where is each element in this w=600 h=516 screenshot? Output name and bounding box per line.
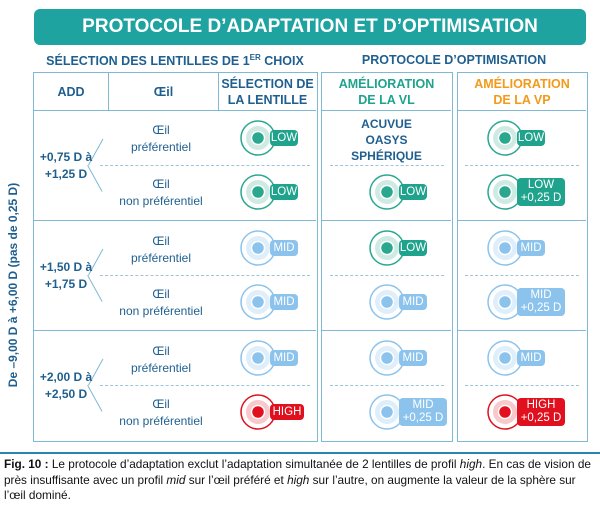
lens-profile-badge-mid xyxy=(517,288,565,316)
lens-profile-badge-high xyxy=(517,398,565,426)
lens-profile-badge-low: LOW xyxy=(270,184,298,200)
eye-label-non-preferred: Œil non préférentiel xyxy=(119,177,203,208)
page-title: PROTOCOLE D’ADAPTATION ET D’OPTIMISATION xyxy=(34,9,586,45)
figure-caption: Fig. 10 : Le protocole d’adaptation exclut l’adaptation simultanée de 2 lentilles de profil high. En cas de vision de près insuffisante avec un profil mid sur l’œil préféré et high sur l’autre, on augmente la valeur de la sphère sur l’œil dominé. xyxy=(4,457,591,502)
badge-power-label: +0,25 D xyxy=(520,192,562,204)
badge-profile-label: LOW xyxy=(527,179,555,191)
column-header-add: ADD xyxy=(57,84,85,99)
lens-profile-badge-low: LOW xyxy=(399,184,427,200)
column-header-vp: AMÉLIORATION DE LA VP xyxy=(474,76,570,107)
lens-profile-badge-mid: MID xyxy=(270,350,298,366)
lens-profile-badge-mid: MID xyxy=(517,240,545,256)
eye-label-preferred: Œil préférentiel xyxy=(130,123,192,154)
badge-profile-label: MID xyxy=(412,399,434,411)
eye-label-non-preferred: Œil non préférentiel xyxy=(119,287,203,318)
eye-label-preferred: Œil préférentiel xyxy=(130,234,192,265)
badge-profile-label: MID xyxy=(530,289,552,301)
add-range-2: +1,50 D à +1,75 D xyxy=(39,260,93,291)
power-range-label: De –9,00 D à +6,00 D (pas de 0,25 D) xyxy=(6,182,20,388)
add-range-1: +0,75 D à +1,25 D xyxy=(39,150,93,181)
lens-profile-badge-low xyxy=(517,178,565,206)
lens-profile-badge-mid: MID xyxy=(270,294,298,310)
lens-profile-badge-low: LOW xyxy=(270,130,298,146)
lens-profile-badge-mid: MID xyxy=(399,350,427,366)
badge-profile-label: HIGH xyxy=(526,399,556,411)
selection-section-header: SÉLECTION DES LENTILLES DE 1ER CHOIX xyxy=(46,53,304,69)
lens-profile-badge-low: LOW xyxy=(399,240,427,256)
lens-profile-badge-low: LOW xyxy=(517,130,545,146)
acuvue-oasys-spherique-label: ACUVUE OASYS SPHÉRIQUE xyxy=(351,117,422,163)
column-header-selection: SÉLECTION DE LA LENTILLE xyxy=(221,76,314,107)
badge-power-label: +0,25 D xyxy=(402,412,444,424)
column-header-eye: Œil xyxy=(153,84,174,99)
lens-profile-badge-mid xyxy=(399,398,447,426)
add-range-3: +2,00 D à +2,50 D xyxy=(39,370,93,401)
lens-profile-badge-high: HIGH xyxy=(270,404,304,420)
lens-profile-badge-mid: MID xyxy=(517,350,545,366)
badge-power-label: +0,25 D xyxy=(520,302,562,314)
lens-profile-badge-mid: MID xyxy=(270,240,298,256)
eye-label-preferred: Œil préférentiel xyxy=(130,344,192,375)
optimisation-section-header: PROTOCOLE D’OPTIMISATION xyxy=(361,53,547,67)
caption-divider xyxy=(0,452,600,454)
badge-power-label: +0,25 D xyxy=(520,412,562,424)
lens-profile-badge-mid: MID xyxy=(399,294,427,310)
eye-label-non-preferred: Œil non préférentiel xyxy=(119,397,203,428)
column-header-vl: AMÉLIORATION DE LA VL xyxy=(338,76,435,107)
